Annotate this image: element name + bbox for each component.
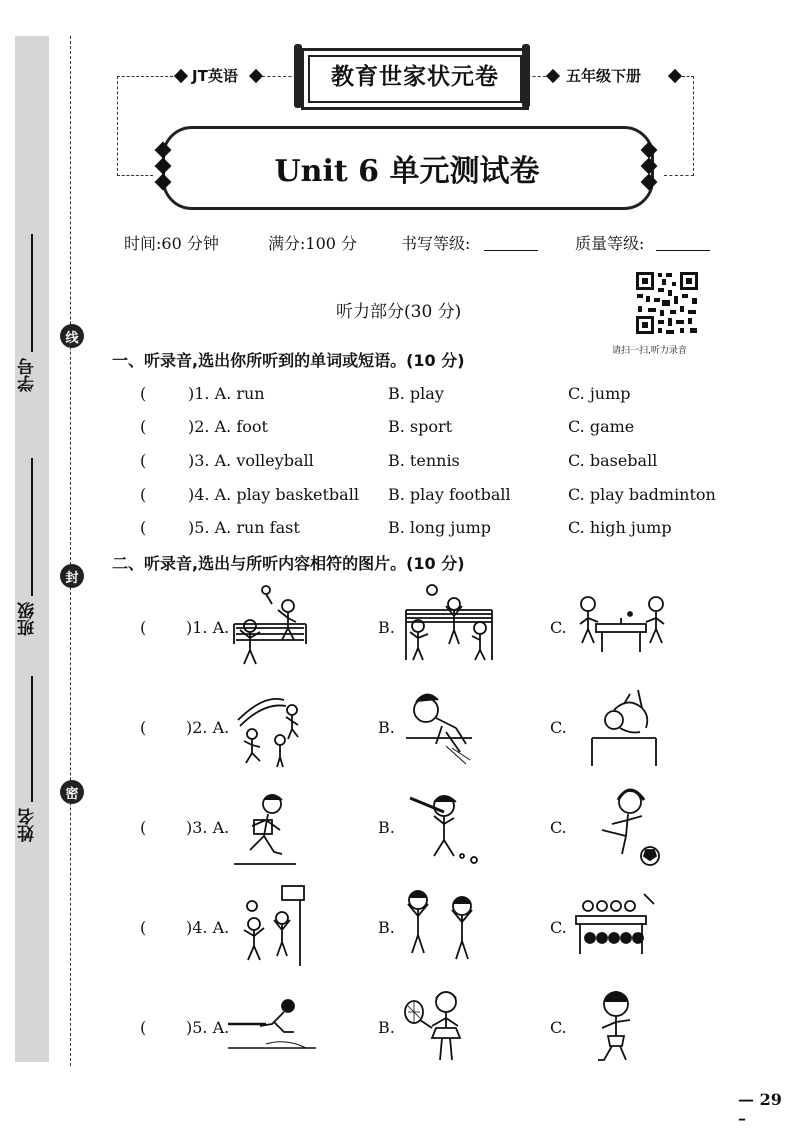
header-rule [117, 175, 153, 176]
badminton-image[interactable] [230, 584, 310, 666]
answer-paren[interactable]: ( [140, 618, 147, 637]
tennis-image[interactable] [400, 988, 474, 1068]
part2-heading: 二、听录音,选出与所听内容相符的图片。(10 分) [112, 554, 465, 573]
list-item [0, 682, 794, 772]
writing-grade-field[interactable] [484, 236, 538, 251]
option-b: B. tennis [388, 451, 460, 470]
time-info: 时间:60 分钟 [124, 234, 219, 253]
option-a: )3. A. [186, 818, 230, 837]
option-b: B. play football [388, 485, 511, 504]
basketball-image[interactable] [232, 884, 308, 968]
option-c: C. jump [568, 384, 631, 403]
table-tennis-image[interactable] [574, 590, 668, 660]
student-id-line [31, 234, 33, 352]
writing-grade-label: 书写等级: [401, 234, 471, 253]
children-image[interactable] [400, 886, 484, 966]
header-frame-right [693, 76, 694, 176]
option-b: B. [378, 1018, 395, 1037]
qr-code-icon[interactable] [634, 270, 700, 336]
diamond-icon [546, 69, 560, 83]
option-c: C. [550, 818, 567, 837]
part1-heading: 一、听录音,选出你所听到的单词或短语。(10 分) [112, 351, 465, 370]
long-jump-image[interactable] [402, 686, 478, 768]
answer-paren[interactable]: ( [140, 518, 147, 537]
header-rule [682, 76, 694, 77]
option-a: )4. A. [186, 918, 230, 937]
section-title: 听力部分(30 分) [336, 302, 462, 322]
option-a: )3. A. volleyball [188, 451, 314, 470]
quality-grade-label: 质量等级: [575, 234, 645, 253]
student-id-label: 学号 [18, 358, 38, 392]
volleyball-image[interactable] [402, 584, 496, 664]
option-a: )1. A. run [188, 384, 265, 403]
option-b: B. long jump [388, 518, 491, 537]
list-item [0, 782, 794, 872]
option-b: B. play [388, 384, 444, 403]
answer-paren[interactable]: ( [140, 1018, 147, 1037]
option-a: )4. A. play basketball [188, 485, 359, 504]
option-a: )1. A. [186, 618, 230, 637]
option-b: B. [378, 618, 395, 637]
class-label: 班级 [18, 602, 38, 636]
option-b: B. sport [388, 417, 453, 436]
option-a: )5. A. run fast [188, 518, 300, 537]
grade-tag: 五年级下册 [566, 67, 642, 85]
page-number: — 29 – [738, 1090, 782, 1128]
option-c: C. [550, 1018, 567, 1037]
quality-grade-field[interactable] [656, 236, 710, 251]
baseball-image[interactable] [404, 784, 484, 868]
answer-paren[interactable]: ( [140, 417, 147, 436]
girl-running-image[interactable] [586, 984, 648, 1068]
long-jump-athlete-image[interactable] [226, 996, 318, 1056]
diamond-icon [174, 69, 188, 83]
brand-title: 教育世家状元卷 [331, 64, 499, 90]
seal-line-badge: 线 [60, 324, 84, 348]
qr-caption: 请扫一扫,听力录音 [612, 346, 687, 356]
option-b: B. [378, 918, 395, 937]
seal-secret-badge: 密 [60, 780, 84, 804]
running-race-image[interactable] [234, 690, 310, 770]
option-b: B. [378, 818, 395, 837]
option-c: C. high jump [568, 518, 672, 537]
name-label: 姓名 [18, 808, 38, 842]
subject-tag: JT英语 [192, 67, 238, 85]
answer-paren[interactable]: ( [140, 384, 147, 403]
list-item [0, 582, 794, 672]
option-c: C. game [568, 417, 635, 436]
high-jump-image[interactable] [584, 684, 664, 768]
answer-paren[interactable]: ( [140, 718, 147, 737]
option-c: C. play badminton [568, 485, 716, 504]
option-a: )5. A. [186, 1018, 230, 1037]
option-c: C. [550, 918, 567, 937]
diamond-icon [249, 69, 263, 83]
score-info: 满分:100 分 [268, 234, 358, 253]
header-rule [117, 76, 173, 77]
answer-paren[interactable]: ( [140, 451, 147, 470]
page-title: Unit 6 单元测试卷 [274, 154, 540, 189]
option-a: )2. A. [186, 718, 230, 737]
option-c: C. baseball [568, 451, 658, 470]
boy-running-image[interactable] [232, 790, 300, 870]
diamond-icon [668, 69, 682, 83]
class-line [31, 458, 33, 596]
option-a: )2. A. foot [188, 417, 268, 436]
option-b: B. [378, 718, 395, 737]
list-item [0, 982, 794, 1072]
header-frame-left [117, 76, 118, 176]
seal-seal-badge: 封 [60, 564, 84, 588]
football-image[interactable] [590, 786, 664, 870]
answer-paren[interactable]: ( [140, 818, 147, 837]
header-rule [664, 175, 694, 176]
option-c: C. [550, 718, 567, 737]
tug-of-war-image[interactable] [572, 886, 658, 966]
list-item [0, 882, 794, 972]
option-c: C. [550, 618, 567, 637]
answer-paren[interactable]: ( [140, 485, 147, 504]
answer-paren[interactable]: ( [140, 918, 147, 937]
